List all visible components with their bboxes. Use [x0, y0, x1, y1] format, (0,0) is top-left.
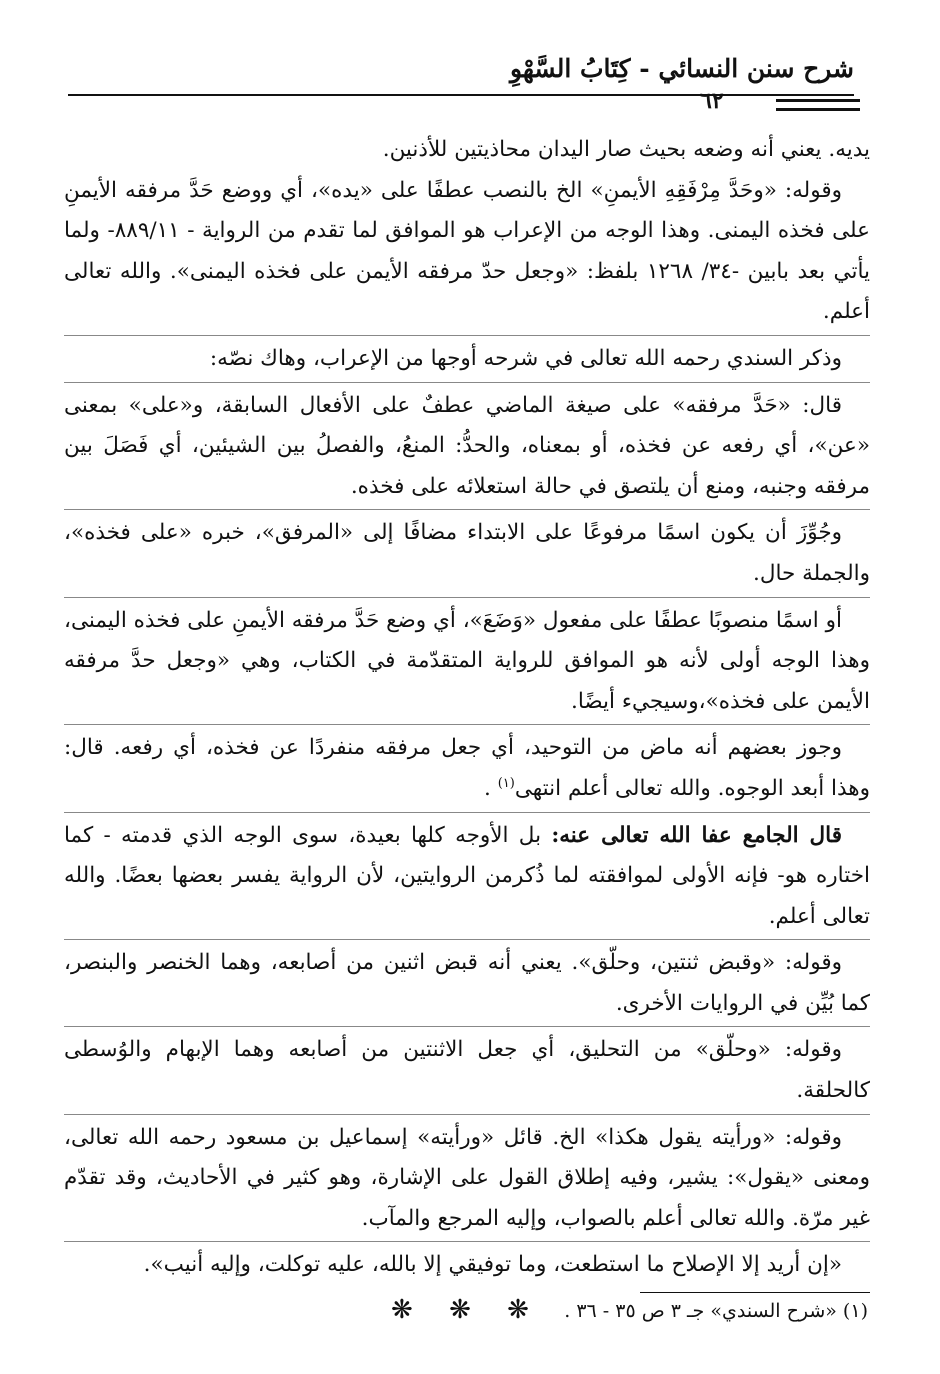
paragraph-text: بل الأوجه كلها بعيدة، سوى الوجه الذي قدمته - كما اختاره هو- فإنه الأولى لموافقته لما ذُكرمن الروايتين، لأن الرواية يفسر بعضها بعضًا. والله تعالى أعلم.	[64, 822, 870, 929]
paragraph-text: يديه. يعني أنه وضعه بحيث صار اليدان محاذيتين للأذنين.	[382, 137, 870, 162]
page-number-rule	[776, 99, 860, 111]
footnote: (١) «شرح السندي» جـ ٣ ص ٣٥ - ٣٦ .	[564, 1300, 868, 1322]
paragraph	[64, 386, 870, 508]
paragraph-separator	[64, 597, 870, 598]
paragraph-separator	[64, 812, 870, 813]
paragraph-text: وجُوِّزَ أن يكون اسمًا مرفوعًا على الابتداء مضافًا إلى «المرفق»، خبره «على فخذه»، والجملة حال.	[64, 520, 870, 586]
paragraph-text: وقوله: «وحَدَّ مِرْفَقِهِ الأيمنِ» الخ بالنصب عطفًا على «يده»، أي ووضع حَدَّ مرفقه الأيمنِ على فخذه اليمنى. وهذا الوجه من الإعراب هو الموافق لما تقدم من الرواية - ٨٨٩/١١- ولما يأتي بعد بابين -٣٤/ ١٢٦٨ بلفظ: «وجعل حدّ مرفقه الأيمن على فخذه اليمنى». والله تعالى أعلم.	[64, 177, 870, 325]
paragraph	[64, 130, 870, 171]
paragraph-separator	[64, 1114, 870, 1115]
paragraph-text: وقوله: «وقبض ثنتين، وحلّق». يعني أنه قبض اثنين من أصابعه، وهما الخنصر والبنصر، كما بُيِّن في الروايات الأخرى.	[64, 950, 870, 1016]
paragraph-text: وذكر السندي رحمه الله تعالى في شرحه أوجها من الإعراب، وهاك نصّه:	[209, 345, 842, 371]
header-title: شرح سنن النسائي - كِتَابُ السَّهْوِ	[509, 54, 854, 83]
footnote-marker: (١)	[497, 775, 515, 791]
paragraph	[64, 1245, 870, 1286]
paragraph-separator	[64, 335, 870, 336]
section-end-stars: ❋ ❋ ❋	[391, 1295, 543, 1326]
paragraph	[64, 816, 870, 938]
paragraph-lead: قال الجامع عفا الله تعالى عنه:	[551, 822, 842, 848]
paragraph-text: «إن أريد إلا الإصلاح ما استطعت، وما توفيقي إلا بالله، عليه توكلت، وإليه أنيب».	[143, 1252, 842, 1278]
paragraph-text: وجوز بعضهم أنه ماض من التوحيد، أي جعل مرفقه منفردًا عن فخذه، أي رفعه. قال: وهذا أبعد الوجوه. والله تعالى أعلم انتهى	[64, 735, 870, 801]
paragraph-separator	[64, 939, 870, 940]
paragraph-separator	[64, 509, 870, 510]
paragraph	[64, 943, 870, 1024]
main-text	[64, 130, 870, 1331]
paragraph	[64, 513, 870, 594]
paragraph	[64, 1118, 870, 1240]
paragraph-tail: .	[484, 775, 498, 801]
paragraph-separator	[64, 724, 870, 725]
paragraph	[64, 1030, 870, 1111]
page-number-block	[700, 88, 860, 118]
paragraph	[64, 728, 870, 809]
paragraph-text: قال: «حَدَّ مرفقه» على صيغة الماضي عطفٌ على الأفعال السابقة، و«على» بمعنى «عن»، أي رفعه عن فخذه، أو بمعناه، والحدُّ: المنعُ، والفصلُ بين الشيئين، أي فَصَلَ بين مرفقه وجنبه، ومنع أن يلتصق في حالة استعلائه على فخذه.	[64, 392, 870, 499]
paragraph	[64, 171, 870, 333]
paragraph-separator	[64, 382, 870, 383]
page-number: ٦٢	[700, 88, 724, 114]
footnote-rule	[640, 1292, 870, 1293]
paragraph	[64, 339, 870, 380]
paragraph-separator	[64, 1241, 870, 1242]
paragraph-text: وقوله: «ورأيته يقول هكذا» الخ. قائل «ورأيته» إسماعيل بن مسعود رحمه الله تعالى، ومعنى «يقول»: يشير، وفيه إطلاق القول على الإشارة، وهو كثير في الأحاديث، وقد تقدّم غير مرّة. والله تعالى أعلم بالصواب، وإليه المرجع والمآب.	[64, 1124, 870, 1231]
paragraph	[64, 601, 870, 723]
paragraph-separator	[64, 1026, 870, 1027]
paragraph-text: أو اسمًا منصوبًا عطفًا على مفعول «وَضَعَ»، أي وضع حَدَّ مرفقه الأيمنِ على فخذه اليمنى، وهذا الوجه أولى لأنه هو الموافق للرواية المتقدّمة في الكتاب، وهي «وجعل حدَّ مرفقه الأيمن على فخذه»،وسيجيء أيضًا.	[64, 607, 870, 714]
paragraph-text: وقوله: «وحلّق» من التحليق، أي جعل الاثنتين من أصابعه وهما الإبهام والوُسطى كالحلقة.	[64, 1037, 870, 1104]
